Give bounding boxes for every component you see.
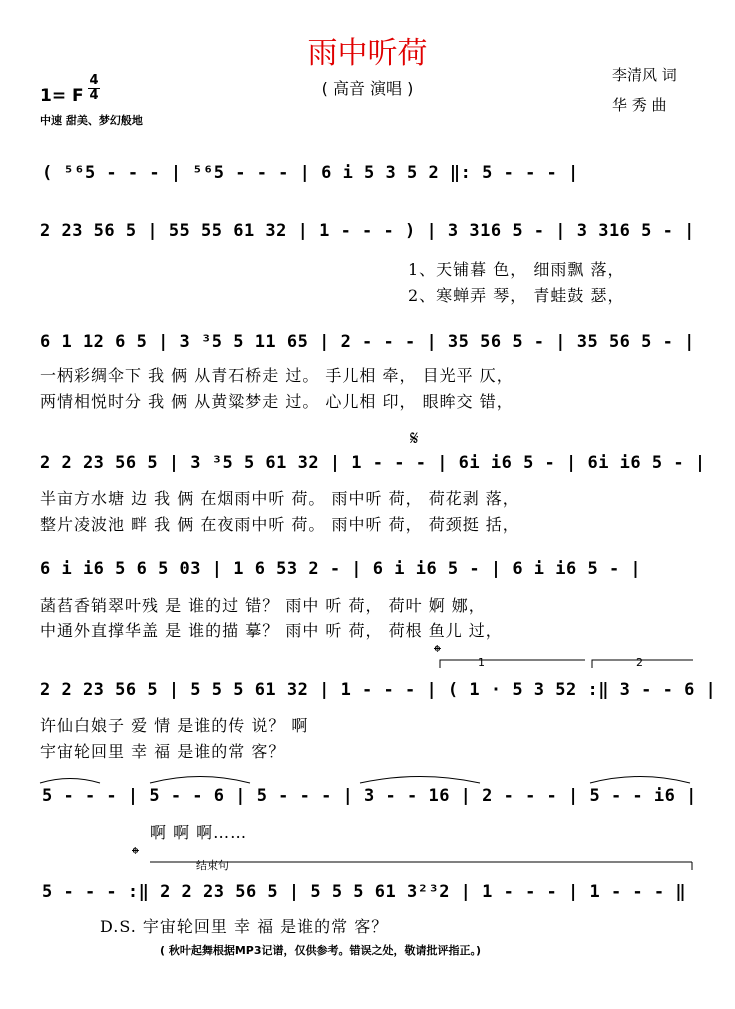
system-5-notes: 6 i i6 5 6 5 03 | 1 6 53 2 - | 6 i i6 5 - | 6 i i6 5 - | bbox=[40, 559, 642, 579]
ending-label: 结束句 bbox=[196, 859, 229, 872]
system-8-lyric-1: D.S. 宇宙轮回里 幸 福 是谁的常 客？ bbox=[100, 917, 389, 936]
composer: 华 秀 曲 bbox=[612, 96, 667, 114]
lyricist: 李清风 词 bbox=[612, 66, 677, 84]
time-bottom: 4 bbox=[89, 88, 99, 103]
volta-1-bracket bbox=[440, 660, 585, 668]
key-signature: 1= F bbox=[40, 86, 84, 106]
tie-3 bbox=[590, 777, 690, 784]
tie-4 bbox=[40, 779, 100, 784]
tempo-marking: 中速 甜美、梦幻般地 bbox=[40, 114, 143, 127]
system-3-lyric-1: 一柄彩绸伞下 我 俩 从青石桥走 过。 手儿相 牵， 目光平 仄， bbox=[40, 366, 514, 385]
system-7-notes: 5 - - - | 5 - - 6 | 5 - - - | 3 - - 16 | 2 - - - | 5 - - i6 | bbox=[42, 786, 697, 806]
volta-2-bracket bbox=[592, 660, 693, 668]
system-4-lyric-1: 半亩方水塘 边 我 俩 在烟雨中听 荷。 雨中听 荷， 荷花剥 落， bbox=[40, 489, 520, 508]
system-4-lyric-2: 整片凌波池 畔 我 俩 在夜雨中听 荷。 雨中听 荷， 荷颈挺 括， bbox=[40, 515, 520, 534]
system-1-notes: ( ⁵⁶5 - - - | ⁵⁶5 - - - | 6 i 5 3 5 2 ‖: 5 - - - | bbox=[42, 163, 579, 183]
system-5-lyric-1: 菡萏香销翠叶残 是 谁的过 错？ 雨中 听 荷， 荷叶 婀 娜， bbox=[40, 596, 486, 615]
system-6-notes: 2 2 23 56 5 | 5 5 5 61 32 | 1 - - - | ( 1 · 5 3 52 :‖ 3 - - 6 | bbox=[40, 680, 717, 700]
coda-sign: 𝄌 bbox=[434, 640, 441, 664]
volta-2-label: 2 bbox=[636, 656, 643, 669]
system-6-lyric-1: 许仙白娘子 爱 情 是谁的传 说？ 啊 bbox=[40, 716, 309, 735]
system-7-lyric-1: 啊 啊 啊…… bbox=[150, 823, 248, 842]
system-8-notes: 5 - - - :‖ 2 2 23 56 5 | 5 5 5 61 3²³2 | 1 - - - | 1 - - - ‖ bbox=[42, 882, 687, 902]
footnote: ( 秋叶起舞根据MP3记谱，仅供参考。错误之处，敬请批评指正。) bbox=[160, 944, 482, 957]
tie-2 bbox=[360, 777, 480, 784]
subtitle: ( 高音 演唱 ) bbox=[321, 79, 414, 98]
song-title: 雨中听荷 bbox=[307, 36, 428, 71]
time-top: 4 bbox=[89, 73, 99, 88]
system-2-lyric-1: 1、天铺暮 色， 细雨飘 落， bbox=[408, 260, 625, 279]
system-5-lyric-2: 中通外直撑华盖 是 谁的描 摹？ 雨中 听 荷， 荷根 鱼儿 过， bbox=[40, 621, 503, 640]
system-3-lyric-2: 两情相悦时分 我 俩 从黄粱梦走 过。 心儿相 印， 眼眸交 错， bbox=[40, 392, 514, 411]
system-3-notes: 6 1 12 6 5 | 3 ³5 5 11 65 | 2 - - - | 35 56 5 - | 35 56 5 - | bbox=[40, 332, 695, 352]
system-4-notes: 2 2 23 56 5 | 3 ³5 5 61 32 | 1 - - - | 6i i6 5 - | 6i i6 5 - | bbox=[40, 453, 706, 473]
tie-1 bbox=[150, 777, 250, 784]
coda-sign-2: 𝄌 bbox=[132, 842, 139, 866]
segno-sign: 𝄋 bbox=[410, 426, 419, 450]
system-6-lyric-2: 宇宙轮回里 幸 福 是谁的常 客？ bbox=[40, 742, 286, 761]
volta-1-label: 1 bbox=[478, 656, 485, 669]
system-2-lyric-2: 2、寒蝉弄 琴， 青蛙鼓 瑟， bbox=[408, 286, 625, 305]
system-2-notes: 2 23 56 5 | 55 55 61 32 | 1 - - - ) | 3 316 5 - | 3 316 5 - | bbox=[40, 221, 695, 241]
